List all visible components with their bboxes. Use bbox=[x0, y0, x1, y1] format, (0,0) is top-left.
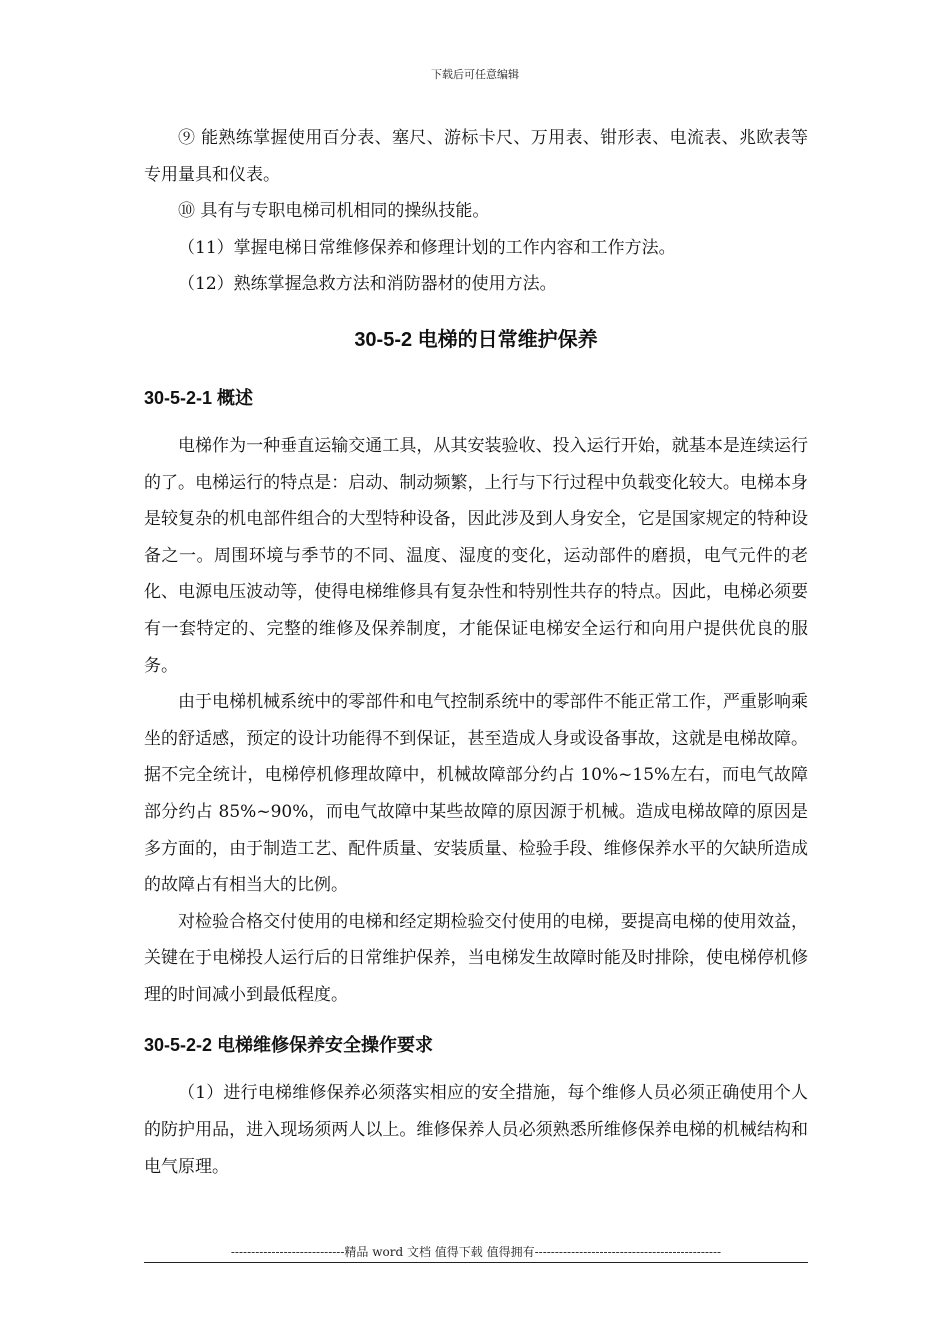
list-item: （11）掌握电梯日常维修保养和修理计划的工作内容和工作方法。 bbox=[178, 237, 676, 258]
subsection-title-safety: 30-5-2-2 电梯维修保养安全操作要求 bbox=[144, 1035, 434, 1056]
page-header: 下载后可任意编辑 bbox=[431, 68, 519, 81]
document-body bbox=[144, 120, 808, 1185]
subsection-title-overview: 30-5-2-1 概述 bbox=[144, 387, 254, 408]
paragraph: 由于电梯机械系统中的零部件和电气控制系统中的零部件不能正常工作，严重影响乘坐的舒适感，预定的设计功能得不到保证，甚至造成人身或设备事故，这就是电梯故障。据不完全统计，电梯停机修理故障中，机械故障部分约占 10%~15%左右，而电气故障部分约占 85%~90%，而电气故障中某些故障的原因源于机械。造成电梯故障的原因是多方面的，由于制造工艺、配件质量、安装质量、检验手段、维修保养水平的欠缺所造成的故障占有相当大的比例。 bbox=[144, 692, 808, 896]
paragraph: 对检验合格交付使用的电梯和经定期检验交付使用的电梯，要提高电梯的使用效益，关键在于电梯投人运行后的日常维护保养，当电梯发生故障时能及时排除，使电梯停机修理的时间减小到最低程度。 bbox=[144, 911, 808, 1005]
paragraph: （1）进行电梯维修保养必须落实相应的安全措施，每个维修人员必须正确使用个人的防护用品，进入现场须两人以上。维修保养人员必须熟悉所维修保养电梯的机械结构和电气原理。 bbox=[144, 1083, 808, 1177]
list-item: （12）熟练掌握急救方法和消防器材的使用方法。 bbox=[178, 274, 557, 295]
list-item: ⑩ 具有与专职电梯司机相同的操纵技能。 bbox=[178, 201, 490, 222]
list-item: ⑨ 能熟练掌握使用百分表、塞尺、游标卡尺、万用表、钳形表、电流表、兆欧表等专用量具和仪表。 bbox=[144, 128, 808, 185]
footer-divider bbox=[144, 1262, 808, 1263]
section-title: 30-5-2 电梯的日常维护保养 bbox=[354, 328, 598, 351]
page-footer: ----------------------------精品 word 文档 值得下载 值得拥有---------------------------------------------- bbox=[230, 1245, 722, 1259]
paragraph: 电梯作为一种垂直运输交通工具，从其安装验收、投入运行开始，就基本是连续运行的了。电梯运行的特点是：启动、制动频繁，上行与下行过程中负载变化较大。电梯本身是较复杂的机电部件组合的大型特种设备，因此涉及到人身安全，它是国家规定的特种设备之一。周围环境与季节的不同、温度、湿度的变化，运动部件的磨损，电气元件的老化、电源电压波动等，使得电梯维修具有复杂性和特别性共存的特点。因此，电梯必须要有一套特定的、完整的维修及保养制度，才能保证电梯安全运行和向用户提供优良的服务。 bbox=[144, 435, 808, 676]
